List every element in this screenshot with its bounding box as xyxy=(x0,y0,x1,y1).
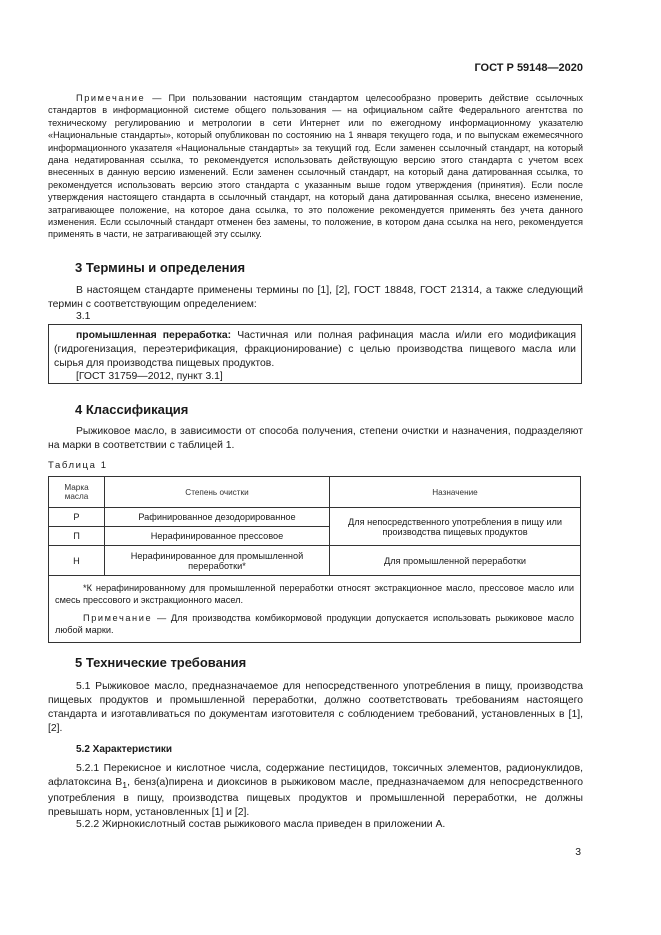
table-note-text: — Для производства комбикормовой продукции допускается использовать рыжиковое масло любой марки. xyxy=(55,613,574,635)
table-row xyxy=(49,508,581,527)
subsection-5-2-title: 5.2 Характеристики xyxy=(76,744,173,755)
header-purpose: Назначение xyxy=(330,477,581,508)
purpose-cell: Для непосредственного употребления в пищу или производства пищевых продуктов xyxy=(330,508,581,546)
term-text: Частичная или полная рафинация масла и/или его модификация (гидрогенизация, переэтерификация, фракционирование) с целью производства пищевого масла или сырья для производства пищевых продуктов. xyxy=(54,330,576,369)
table-footnote-row xyxy=(49,576,581,643)
paragraph-5-2-1-end: , бенз(а)пирена и диоксинов в рыжиковом масле, предназначаемом для непосредственного употребления в пищу, производства пищевых продуктов и промышленной переработки, не должны превышать норм, установленных [1] и [2]. xyxy=(48,777,583,819)
grade-cell: Н xyxy=(49,546,105,576)
paragraph-5-2-1-start: 5.2.1 Перекисное и кислотное числа, содержание пестицидов, токсичных элементов, радионуклидов, афлатоксина B xyxy=(48,763,583,788)
table-note xyxy=(55,612,574,636)
clause-number: 3.1 xyxy=(76,311,91,322)
table-header-row xyxy=(49,477,581,508)
grade-cell: Р xyxy=(49,508,105,527)
term-definition xyxy=(54,329,576,371)
section-4-title: 4 Классификация xyxy=(75,402,189,417)
header-grade: Марка масла xyxy=(49,477,105,508)
subscript-1: 1 xyxy=(122,780,128,791)
header-purification: Степень очистки xyxy=(105,477,330,508)
classification-table xyxy=(48,476,581,643)
reference-note xyxy=(48,92,583,241)
table-note-label: Примечание xyxy=(83,613,153,623)
section-3-intro: В настоящем стандарте применены термины по [1], [2], ГОСТ 18848, ГОСТ 21314, а также следующий термин с соответствующим определением: xyxy=(48,285,583,310)
note-text: — При пользовании настоящим стандартом целесообразно проверить действие ссылочных стандартов в информационной системе общего пользования — на официальном сайте Федерального агентства по техническому регулированию и метрологии в сети Интернет или по ежегодному информационному указателю «Национальные стандарты», который опубликован по состоянию на 1 января текущего года, и по выпускам ежемесячного информационного указателя «Национальные стандарты» за текущий год. Если заменен ссылочный стандарт, на который дана недатированная ссылка, то рекомендуется использовать действующую версию этого стандарта с учетом всех внесенных в данную версию изменений. Если заменен ссылочный стандарт, на который дана датированная ссылка, то рекомендуется использовать версию этого стандарта с указанным выше годом утверждения (принятия). Если после утверждения настоящего стандарта в ссылочный стандарт, на который дана датированная ссылка, внесено изменение, затрагивающее положение, на которое дана ссылка, то это положение рекомендуется применять без учета данного изменения. Если ссылочный стандарт отменен без замены, то положение, в котором дана ссылка на него, рекомендуется применять в части, не затрагивающей эту ссылку. xyxy=(48,93,583,240)
paragraph-5-2-2: 5.2.2 Жирнокислотный состав рыжикового масла приведен в приложении А. xyxy=(76,819,446,830)
term-definition-box xyxy=(48,324,582,384)
table-row xyxy=(49,546,581,576)
table-caption: Таблица 1 xyxy=(48,460,108,471)
table-footnote-cell xyxy=(49,576,581,643)
standard-number: ГОСТ Р 59148—2020 xyxy=(474,62,583,74)
term-name: промышленная переработка: xyxy=(76,330,232,341)
paragraph-5-2-1 xyxy=(48,762,583,820)
grade-cell: П xyxy=(49,527,105,546)
term-reference: [ГОСТ 31759—2012, пункт 3.1] xyxy=(76,371,223,382)
section-3-title: 3 Термины и определения xyxy=(75,260,246,275)
section-5-title: 5 Технические требования xyxy=(75,655,247,670)
page-number: 3 xyxy=(575,847,581,858)
purification-cell: Нерафинированное для промышленной переработки* xyxy=(105,546,330,576)
purification-cell: Нерафинированное прессовое xyxy=(105,527,330,546)
purification-cell: Рафинированное дезодорированное xyxy=(105,508,330,527)
table-footnote: *К нерафинированному для промышленной переработки относят экстракционное масло, прессовое масло или смесь прессового и экстракционного масел. xyxy=(55,583,574,605)
paragraph-5-1: 5.1 Рыжиковое масло, предназначаемое для непосредственного употребления в пищу, производства пищевых продуктов и промышленной переработки, должно соответствовать требованиям настоящего стандарта и изготавливаться по документам изготовителя с соблюдением требований, установленных в [1], [2]. xyxy=(48,681,583,734)
purpose-cell: Для промышленной переработки xyxy=(330,546,581,576)
section-4-intro: Рыжиковое масло, в зависимости от способа получения, степени очистки и назначения, подразделяют на марки в соответствии с таблицей 1. xyxy=(48,426,583,451)
note-label: Примечание xyxy=(76,93,146,103)
